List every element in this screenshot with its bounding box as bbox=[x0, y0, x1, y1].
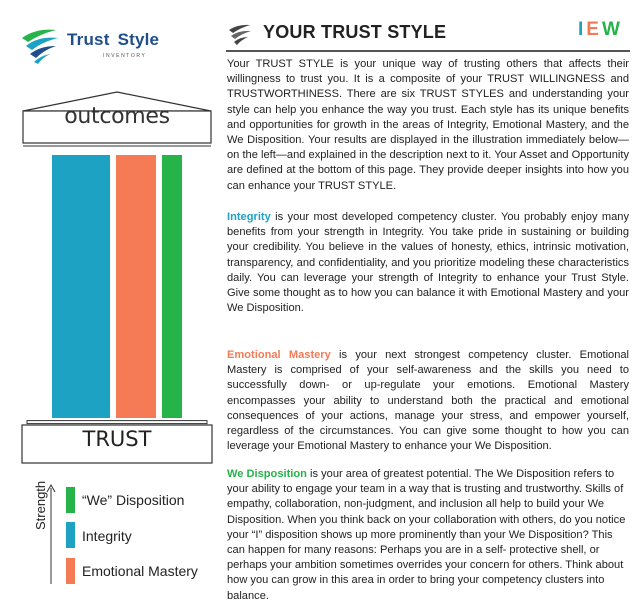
emotional-mastery-paragraph bbox=[227, 348, 629, 454]
legend-label-emotional-mastery: Emotional Mastery bbox=[82, 563, 198, 579]
trust-base-label: TRUST bbox=[82, 427, 152, 451]
we-disposition-body: is your area of greatest potential. The We Disposition refers to your ability to engage your team in a way that is trusting and trustworthy. Skills of empathy, collaboration, non-judgment, and inclusion all help to build your We Disposition. When you think back on your collaboration with others, do you notice your “I” disposition shows up more prominently than your We Disposition? This can happen for many reasons: Perhaps you are in a self- protective shell, or perhaps your ambition sometimes overrides your concern for others. Think about how you can grow in this area in order to bring your competency clusters into balance. bbox=[227, 468, 626, 602]
integrity-heading: Integrity bbox=[227, 211, 271, 223]
emotional-mastery-heading: Emotional Mastery bbox=[227, 349, 331, 361]
iew-badge-e: E bbox=[586, 19, 602, 40]
legend-swatch-emotional-mastery bbox=[66, 558, 75, 584]
we-disposition-paragraph bbox=[227, 467, 627, 604]
logo-subtitle: INVENTORY bbox=[103, 53, 147, 59]
logo-title bbox=[67, 30, 159, 50]
iew-badge-w: W bbox=[601, 19, 623, 40]
trust-style-swoosh-icon bbox=[226, 22, 252, 46]
we-disposition-heading: We Disposition bbox=[227, 468, 307, 480]
legend-swatch-we-disposition bbox=[66, 487, 75, 513]
iew-badge-i: I bbox=[578, 19, 587, 40]
outcomes-label: outcomes bbox=[64, 104, 170, 129]
page-title: YOUR TRUST STYLE bbox=[263, 22, 447, 42]
legend-label-we-disposition: “We” Disposition bbox=[82, 492, 185, 508]
emotional-mastery-body: is your next strongest competency cluster. Emotional Mastery is comprised of your self-awareness and the skills you need to successfully down- or up-regulate your emotions. Emotional Mastery encompasses your ability to understand both the practical and emotional consequences of your actions, manage your stress, and empower yourself, regardless of the circumstances. You can give some thought to how you can leverage your Emotional Mastery to enhance your We Disposition. bbox=[227, 349, 630, 453]
intro-paragraph: Your TRUST STYLE is your unique way of trusting others that affects their willingness to trust you. It is a composite of your TRUST WILLINGNESS and TRUSTWORTHINESS. There are six TRUST STYLES and understanding your style can help you enhance the way you trust. Each style has its unique benefits and opportunities for growth in the areas of Integrity, Emotional Mastery, and the We Disposition. Your results are displayed in the illustration immediately below—on the left—and explained in the description next to it. Your Asset and Opportunity are defined at the bottom of this page. They provide deeper insights into how you can enhance your TRUST STYLE. bbox=[227, 58, 629, 192]
integrity-body: is your most developed competency cluster. You probably enjoy many benefits from your strength in Integrity. You take pride in sustaining or building your credibility. You believe in the values of honesty, ethics, intrinsic motivation, transparency, and confidentiality, and you prioritize modeling these characteristics daily. You can leverage your strength of Integrity to enhance your Trust Style. Give some thought as to how you can balance it with Emotional Mastery and your We Disposition. bbox=[227, 211, 629, 315]
logo-word-trust: Trust bbox=[67, 30, 110, 49]
header-divider bbox=[226, 50, 630, 52]
logo-swoosh-icon bbox=[16, 24, 62, 66]
legend-swatch-integrity bbox=[66, 522, 75, 548]
trust-style-logo bbox=[16, 24, 166, 66]
strength-axis-label: Strength bbox=[33, 480, 48, 530]
legend-label-integrity: Integrity bbox=[82, 528, 132, 544]
integrity-column bbox=[52, 155, 110, 418]
we-disposition-column bbox=[162, 155, 182, 418]
logo-word-style: Style bbox=[117, 30, 160, 49]
integrity-paragraph bbox=[227, 210, 629, 316]
emotional-mastery-column bbox=[116, 155, 156, 418]
iew-badge bbox=[578, 19, 623, 41]
